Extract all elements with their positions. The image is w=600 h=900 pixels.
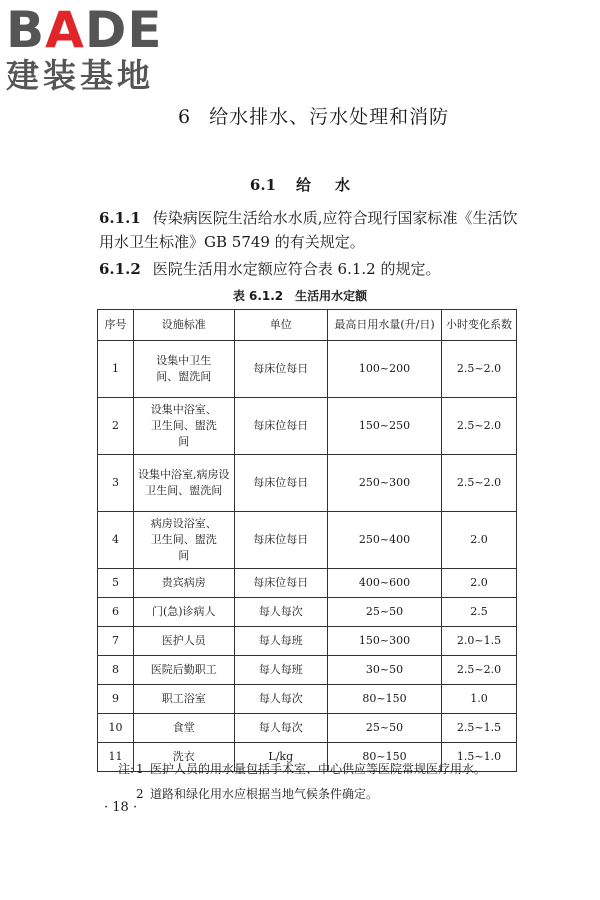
table-row [98, 598, 517, 627]
table-number: 表 6.1.2 [232, 289, 284, 303]
table-cell: 每人每班 [234, 656, 327, 685]
table-cell: 每人每次 [234, 598, 327, 627]
clause-6-1-2 [99, 257, 519, 281]
table-cell: 医院后勤职工 [133, 656, 234, 685]
clause-number: 6.1.1 [99, 209, 141, 227]
clause-text: 医院生活用水定额应符合表 6.1.2 的规定。 [152, 260, 441, 278]
table-cell: 1.5~1.0 [442, 743, 517, 772]
water-quota-table [97, 309, 517, 772]
table-row [98, 627, 517, 656]
section-number: 6.1 [249, 176, 277, 194]
table-cell: 贵宾病房 [133, 569, 234, 598]
note-item: 注: 1 医护人员的用水量包括手术室、中心供应等医院常规医疗用水。 [118, 757, 486, 782]
table-row [98, 455, 517, 512]
table-cell: 150~300 [327, 627, 441, 656]
chapter-title-text: 给水排水、污水处理和消防 [209, 106, 450, 128]
table-cell: 病房设浴室、卫生间、盥洗间 [133, 512, 234, 569]
chapter-title [178, 102, 449, 129]
table-cell: 25~50 [327, 598, 441, 627]
table-cell: 11 [98, 743, 134, 772]
table-header-row [98, 310, 517, 341]
table-cell: 每人每班 [234, 627, 327, 656]
chapter-number: 6 [178, 106, 192, 128]
logo-subtitle: 建装基地 [6, 56, 154, 95]
table-cell: 30~50 [327, 656, 441, 685]
table-cell: 2.5 [442, 598, 517, 627]
table-cell: 8 [98, 656, 134, 685]
table-cell: 每人每次 [234, 714, 327, 743]
table-cell: 2.5~1.5 [442, 714, 517, 743]
table-title-text: 生活用水定额 [295, 289, 368, 303]
table-cell: 80~150 [327, 685, 441, 714]
header-cell: 设施标准 [133, 310, 234, 341]
table-cell: 80~150 [327, 743, 441, 772]
clause-6-1-1 [99, 206, 519, 254]
header-cell: 最高日用水量(升/日) [327, 310, 441, 341]
table-cell: 10 [98, 714, 134, 743]
table-cell: 设集中浴室,病房设卫生间、盥洗间 [133, 455, 234, 512]
table-cell: 洗衣 [133, 743, 234, 772]
table-cell: 设集中卫生间、盥洗间 [133, 341, 234, 398]
table-cell: 4 [98, 512, 134, 569]
table-cell: 5 [98, 569, 134, 598]
table-cell: 100~200 [327, 341, 441, 398]
table-cell: 设集中浴室、卫生间、盥洗间 [133, 398, 234, 455]
table-cell: 7 [98, 627, 134, 656]
table-cell: 食堂 [133, 714, 234, 743]
table-cell: 3 [98, 455, 134, 512]
clause-number: 6.1.2 [99, 260, 141, 278]
table-cell: 职工浴室 [133, 685, 234, 714]
table-cell: 1.0 [442, 685, 517, 714]
table-title [0, 287, 600, 304]
header-cell: 序号 [98, 310, 134, 341]
table-cell: 2.5~2.0 [442, 398, 517, 455]
table-cell: 门(急)诊病人 [133, 598, 234, 627]
header-cell: 小时变化系数 [442, 310, 517, 341]
table-notes [118, 757, 486, 807]
table-row [98, 398, 517, 455]
table-row [98, 656, 517, 685]
table-cell: 2.5~2.0 [442, 341, 517, 398]
table-cell: 每床位每日 [234, 512, 327, 569]
table-cell: 2.0 [442, 569, 517, 598]
table-row [98, 569, 517, 598]
table-cell: 25~50 [327, 714, 441, 743]
table-row [98, 341, 517, 398]
note-item: 2 道路和绿化用水应根据当地气候条件确定。 [136, 787, 379, 801]
table-cell: 每床位每日 [234, 455, 327, 512]
table-cell: 每床位每日 [234, 398, 327, 455]
table-cell: 250~300 [327, 455, 441, 512]
table-cell: 2.0~1.5 [442, 627, 517, 656]
table-row [98, 512, 517, 569]
table-cell: L/kg [234, 743, 327, 772]
bade-logo [6, 1, 176, 96]
clause-text: 传染病医院生活给水水质,应符合现行国家标准《生活饮用水卫生标准》GB 5749 的有关规定。 [99, 209, 518, 251]
table-cell: 2.5~2.0 [442, 656, 517, 685]
table-cell: 2.0 [442, 512, 517, 569]
header-cell: 单位 [234, 310, 327, 341]
table-cell: 400~600 [327, 569, 441, 598]
table-cell: 150~250 [327, 398, 441, 455]
table-cell: 250~400 [327, 512, 441, 569]
table-cell: 1 [98, 341, 134, 398]
table-cell: 2.5~2.0 [442, 455, 517, 512]
section-title: 6.1 给 水 [249, 176, 351, 194]
table-cell: 医护人员 [133, 627, 234, 656]
table-cell: 每床位每日 [234, 341, 327, 398]
table-cell: 2 [98, 398, 134, 455]
table-cell: 9 [98, 685, 134, 714]
table-cell: 每人每次 [234, 685, 327, 714]
table-cell: 每床位每日 [234, 569, 327, 598]
table-row [98, 685, 517, 714]
logo-wordmark: BADE [6, 1, 163, 59]
page-number: · 18 · [104, 800, 138, 815]
table-row [98, 714, 517, 743]
note-prefix: 注: [118, 762, 135, 776]
table-cell: 6 [98, 598, 134, 627]
